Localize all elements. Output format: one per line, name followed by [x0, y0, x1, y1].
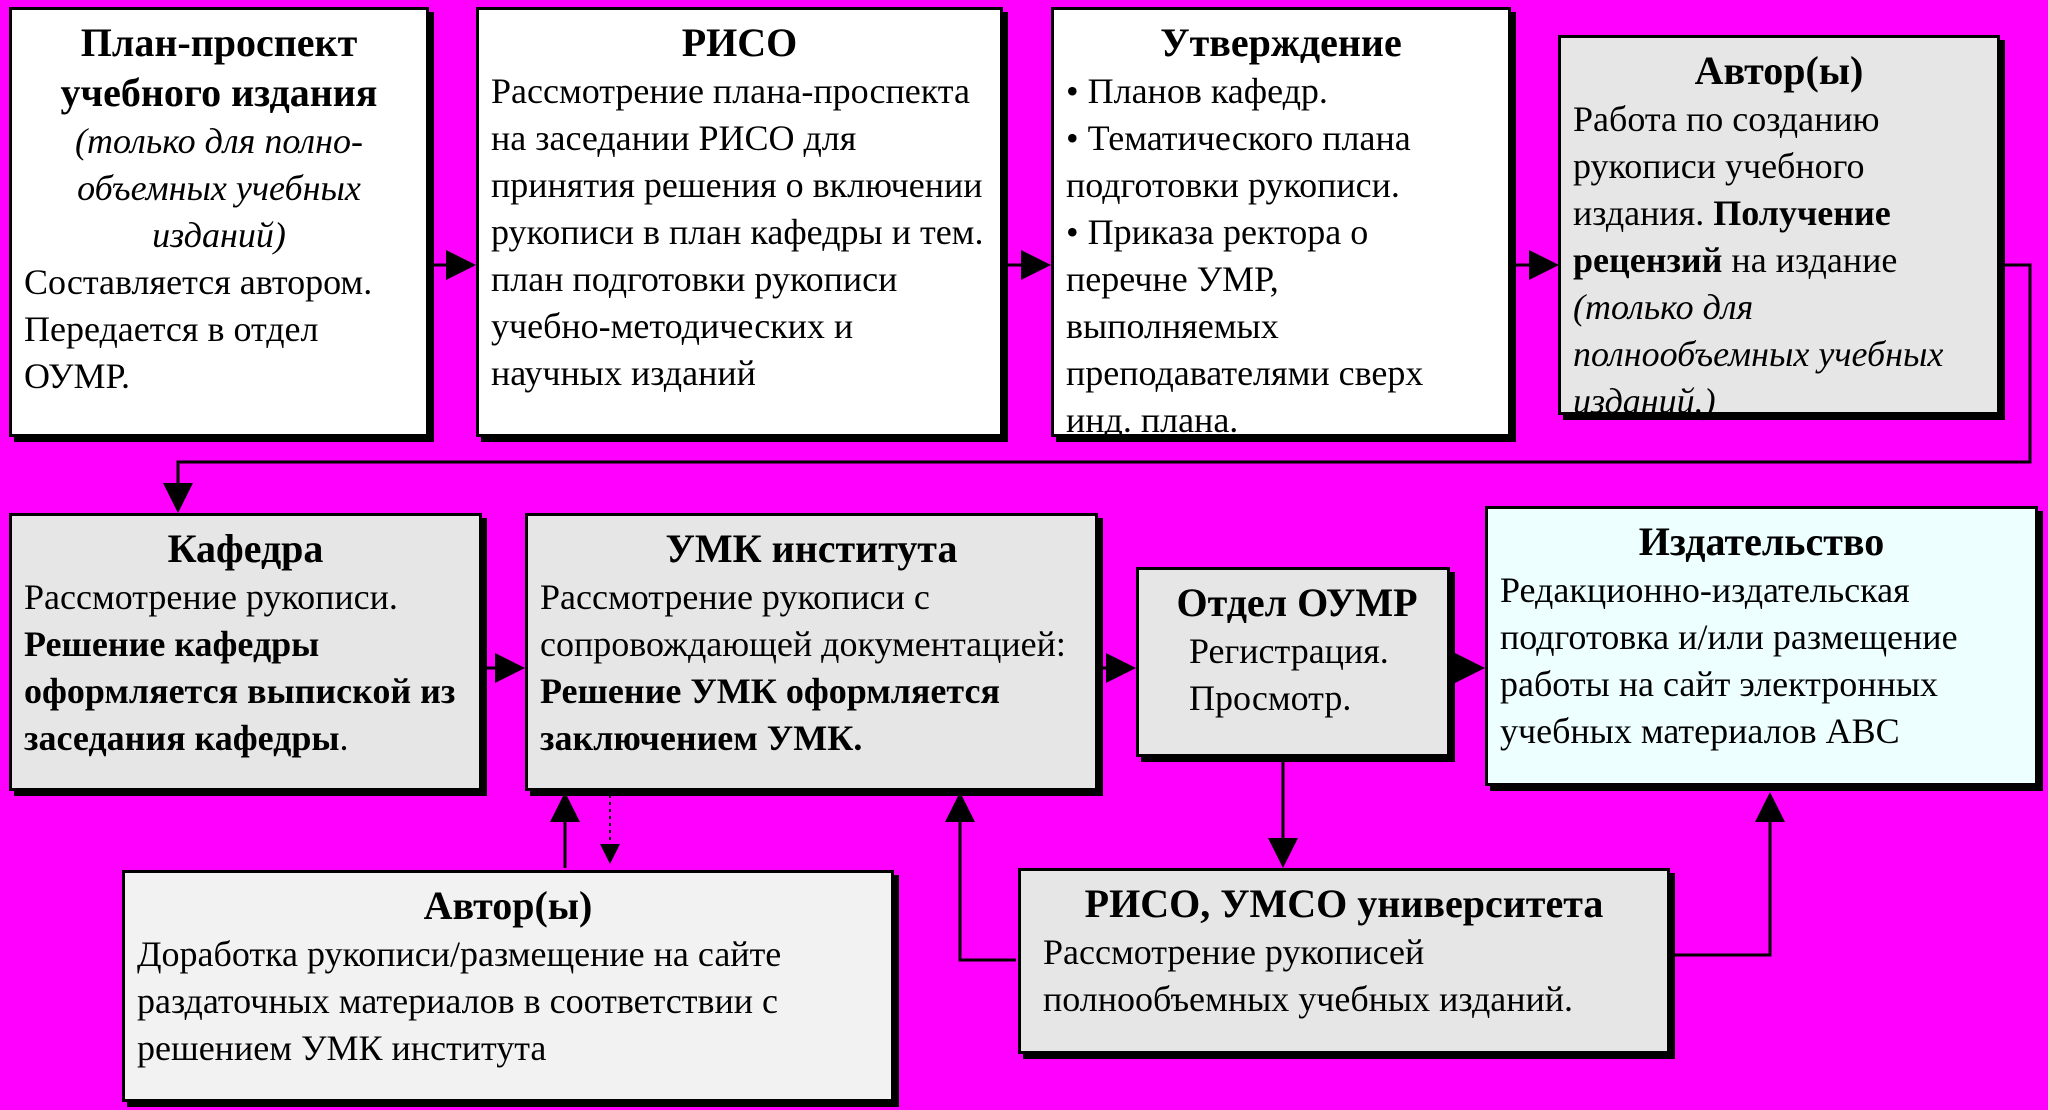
plan-prospect-text: Составляется автором. Передается в отдел ОУМР.: [24, 262, 373, 396]
umk-title: УМК института: [665, 526, 958, 571]
author-writing-title: Автор(ы): [1694, 48, 1864, 93]
approval-item-2: • Тематического плана подготовки рукописи.: [1066, 118, 1411, 205]
riso-box: [476, 7, 1003, 437]
department-box: [9, 513, 482, 791]
author-revision-text: Доработка рукописи/размещение на сайте раздаточных материалов в соответствии с решением УМК института: [137, 934, 782, 1068]
approval-item-3: • Приказа ректора о перечне УМР, выполняемых преподавателями сверх инд. плана.: [1066, 212, 1424, 440]
approval-item-1: • Планов кафедр.: [1066, 71, 1328, 111]
department-title: Кафедра: [167, 526, 324, 571]
riso-umso-title: РИСО, УМСО университета: [1084, 881, 1604, 926]
oumr-box: [1136, 567, 1450, 757]
riso-title: РИСО: [681, 20, 798, 65]
approval-title: Утверждение: [1160, 20, 1402, 65]
publisher-text: Редакционно-издательская подготовка и/или размещение работы на сайт электронных учебных материалов АВС: [1500, 570, 1958, 751]
riso-umso-box: [1018, 868, 1670, 1054]
plan-prospect-title-line2: учебного издания: [60, 70, 378, 115]
arrow-riso-umso-to-umk: [960, 795, 1016, 960]
riso-text: Рассмотрение плана-проспекта на заседании РИСО для принятия решения о включении рукописи в план кафедры и тем. план подготовки рукописи учебно-методических и научных изданий: [491, 71, 984, 393]
umk-text: Рассмотрение рукописи с сопровождающей документацией:: [540, 577, 1066, 664]
publisher-title: Издательство: [1638, 519, 1885, 564]
umk-box: [525, 513, 1098, 791]
arrow-riso-umso-to-publisher: [1672, 795, 1770, 955]
oumr-registration: Регистрация.: [1189, 631, 1389, 671]
oumr-review: Просмотр.: [1189, 678, 1352, 718]
approval-box: [1051, 7, 1511, 440]
riso-umso-text: Рассмотрение рукописей полнообъемных учебных изданий.: [1043, 932, 1574, 1019]
umk-decision: Решение УМК оформляется заключением УМК.: [540, 671, 1000, 758]
author-writing-text: Работа по созданию рукописи учебного издания. Получение рецензий на издание (только для полнообъемных учебных изданий.): [1573, 99, 1944, 421]
plan-prospect-note: (только для полно-объемных учебных изданий): [75, 121, 363, 255]
author-revision-box: [122, 870, 894, 1102]
department-text: Рассмотрение рукописи.: [24, 577, 398, 617]
oumr-title: Отдел ОУМР: [1176, 580, 1418, 625]
plan-prospect-box: [9, 7, 429, 437]
publisher-box: [1485, 506, 2038, 786]
author-revision-title: Автор(ы): [423, 883, 593, 928]
department-decision: Решение кафедры оформляется выпиской из заседания кафедры.: [24, 624, 456, 758]
author-writing-box: [1558, 35, 2000, 421]
plan-prospect-title-line1: План-проспект: [80, 20, 358, 65]
